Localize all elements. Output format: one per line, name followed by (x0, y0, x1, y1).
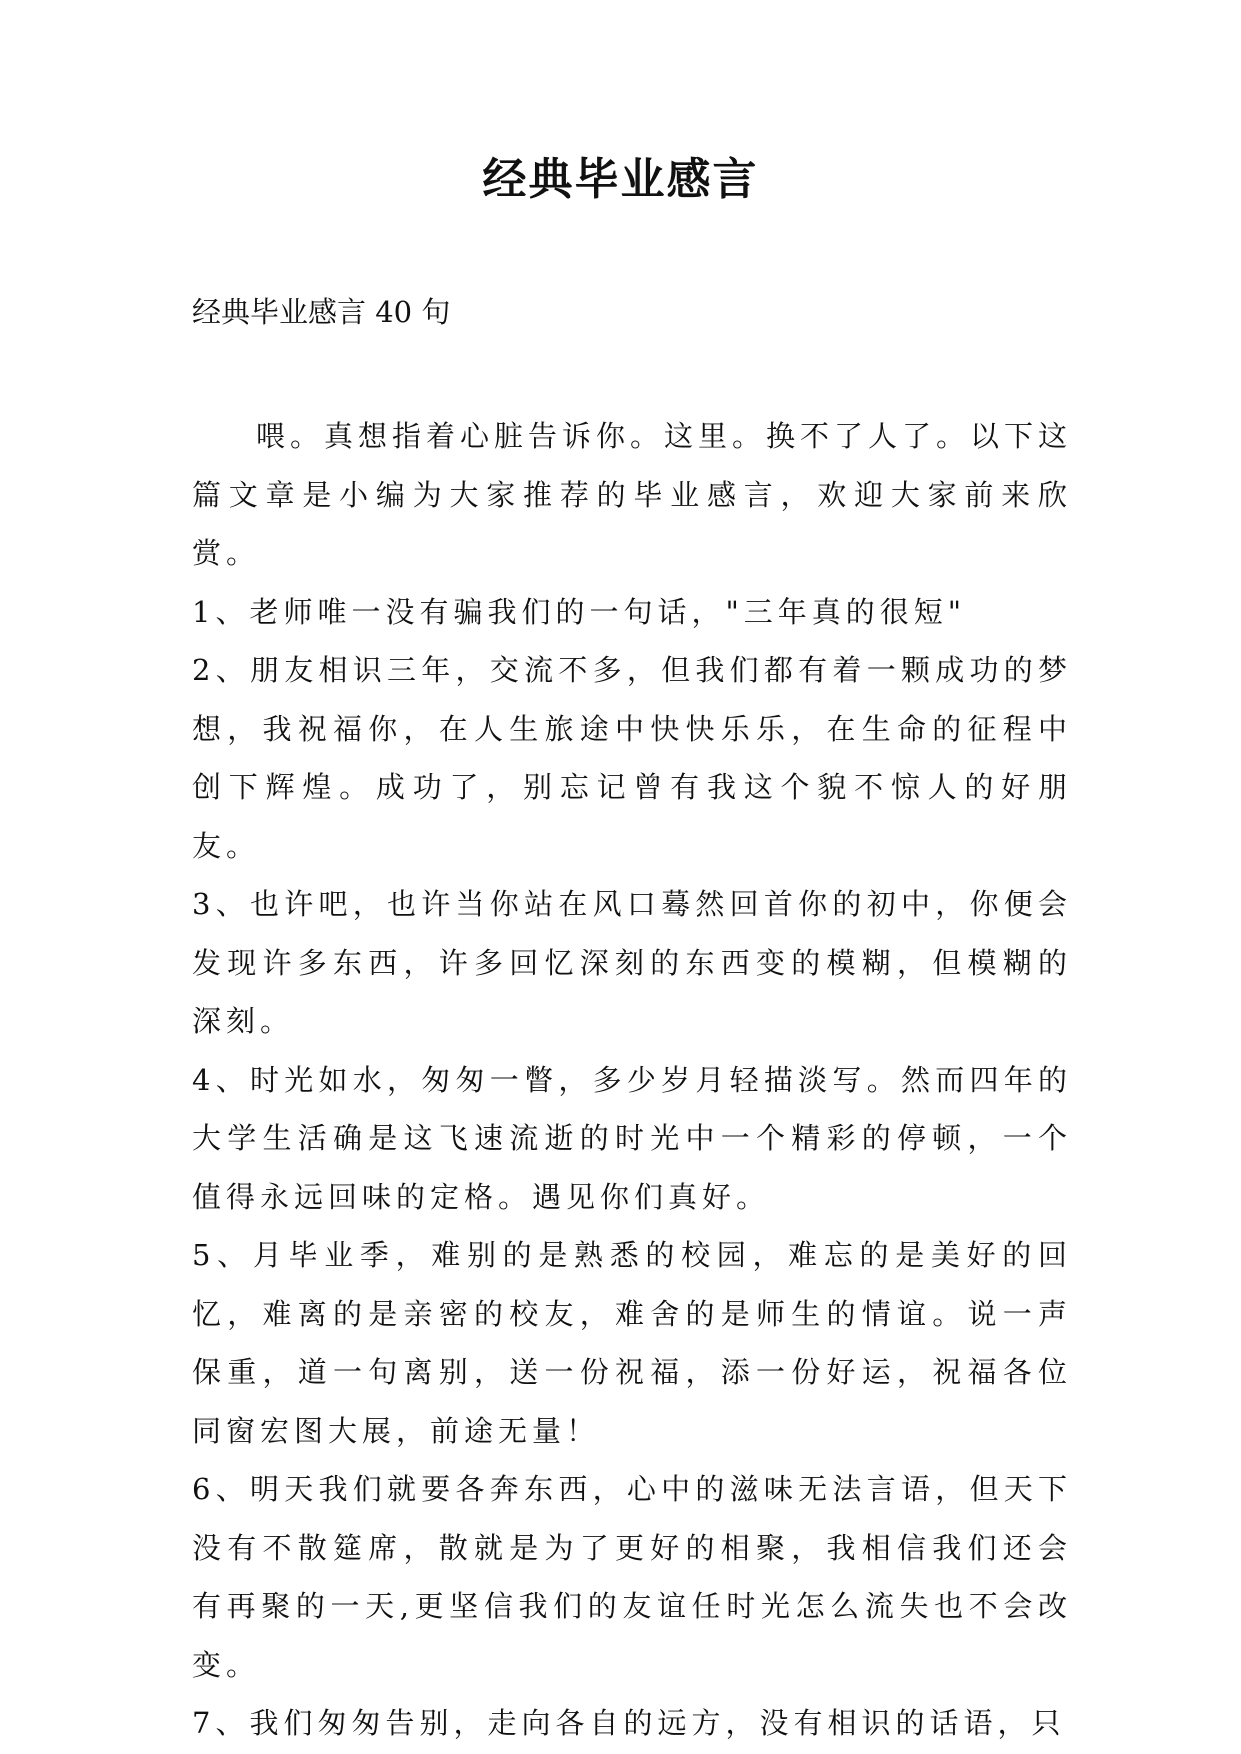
document-title: 经典毕业感言 (482, 154, 759, 205)
intro-paragraph: 喂。真想指着心脏告诉你。这里。换不了人了。以下这篇文章是小编为大家推荐的毕业感言，欢迎大家前来欣赏。 (192, 419, 1073, 570)
list-item: 5、月毕业季，难别的是熟悉的校园，难忘的是美好的回忆，难离的是亲密的校友，难舍的是师生的情谊。说一声保重，道一句离别，送一份祝福，添一份好运，祝福各位同窗宏图大展，前途无量！ (192, 1238, 1072, 1448)
list-item: 1、老师唯一没有骗我们的一句话，"三年真的很短" (192, 594, 967, 629)
list-item: 6、明天我们就要各奔东西，心中的滋味无法言语，但天下没有不散筵席，散就是为了更好的相聚，我相信我们还会有再聚的一天,更坚信我们的友谊任时光怎么流失也不会改变。 (192, 1472, 1072, 1682)
list-item: 7、我们匆匆告别，走向各自的远方，没有相识的话语，只 (192, 1706, 1066, 1740)
list-item: 3、也许吧，也许当你站在风口蓦然回首你的初中，你便会发现许多东西，许多回忆深刻的东西变的模糊，但模糊的深刻。 (192, 887, 1072, 1038)
document-body (192, 407, 1072, 1753)
document-subtitle: 经典毕业感言 40 句 (192, 295, 451, 329)
list-item: 2、朋友相识三年，交流不多，但我们都有着一颗成功的梦想，我祝福你，在人生旅途中快快乐乐，在生命的征程中创下辉煌。成功了，别忘记曾有我这个貌不惊人的好朋友。 (192, 653, 1072, 863)
list-item: 4、时光如水，匆匆一瞥，多少岁月轻描淡写。然而四年的大学生活确是这飞速流逝的时光中一个精彩的停顿，一个值得永远回味的定格。遇见你们真好。 (192, 1062, 1072, 1214)
